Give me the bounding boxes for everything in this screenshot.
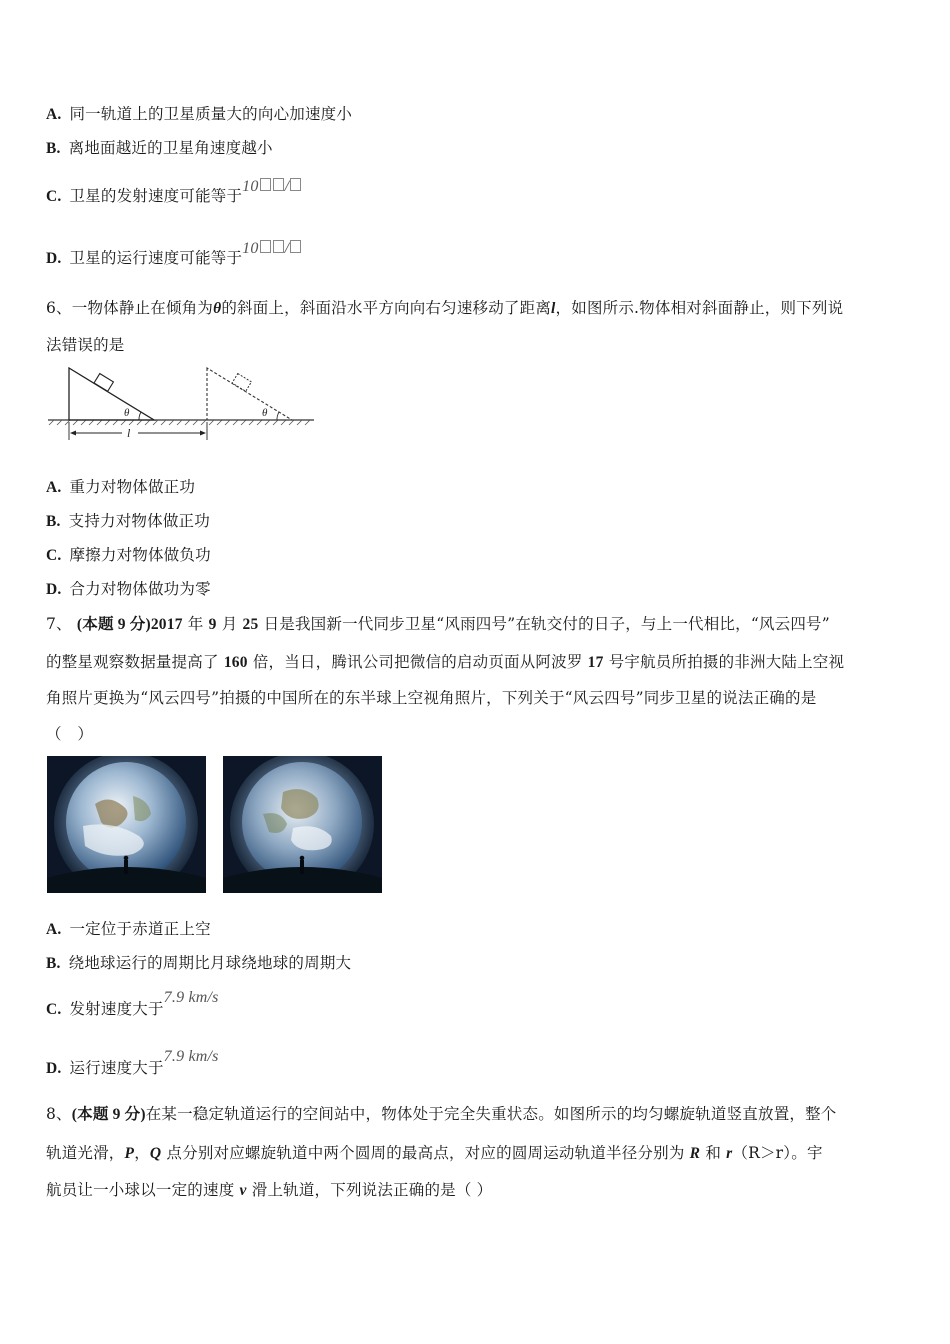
- q8-stem-line-3: 航员让一小球以一定的速度 v 滑上轨道，下列说法正确的是（ ）: [46, 1181, 493, 1199]
- angle-label: θ: [124, 407, 130, 419]
- q5-option-c[interactable]: C. 卫星的发射速度可能等于10 /: [46, 184, 302, 206]
- q8-stem-line-2: 轨道光滑，P，Q 点分别对应螺旋轨道中两个圆周的最高点，对应的圆周运动轨道半径分别为 R 和 r（R＞r）。宇: [46, 1144, 823, 1162]
- velocity-formula: 7.9 km/s: [163, 1048, 219, 1065]
- earth-photo-right: [223, 756, 382, 893]
- q7-stem-line-1: 7、 (本题 9 分)2017 年 9 月 25 日是我国新一代同步卫星“风雨四号”在轨交付的日子，与上一代相比，“风云四号”: [46, 615, 830, 633]
- velocity-formula: 10 /: [242, 178, 302, 195]
- velocity-formula: 7.9 km/s: [163, 989, 219, 1006]
- q7-option-c[interactable]: C. 发射速度大于7.9 km/s: [46, 989, 219, 1018]
- q8-stem-line-1: 8、(本题 9 分)在某一稳定轨道运行的空间站中，物体处于完全失重状态。如图所示的均匀螺旋轨道竖直放置，整个: [46, 1105, 837, 1123]
- q6-option-a[interactable]: A. 重力对物体做正功: [46, 478, 196, 496]
- distance-label: l: [127, 426, 131, 440]
- q6-option-b[interactable]: B. 支持力对物体做正功: [46, 512, 210, 530]
- q6-stem-line-2: 法错误的是: [46, 336, 125, 354]
- q6-stem-line-1: 6、一物体静止在倾角为θ的斜面上，斜面沿水平方向向右匀速移动了距离l，如图所示.物体相对斜面静止，则下列说: [46, 299, 844, 317]
- q6-option-d[interactable]: D. 合力对物体做功为零: [46, 580, 211, 598]
- q5-option-b[interactable]: B. 离地面越近的卫星角速度越小: [46, 139, 273, 157]
- incline-figure: [46, 362, 318, 448]
- earth-photo-left: [47, 756, 206, 893]
- q7-stem-line-3: 角照片更换为“风云四号”拍摄的中国所在的东半球上空视角照片，下列关于“风云四号”同步卫星的说法正确的是: [46, 689, 817, 707]
- q7-stem-line-2: 的整星观察数据量提高了 160 倍，当日，腾讯公司把微信的启动页面从阿波罗 17 号宇航员所拍摄的非洲大陆上空视: [46, 653, 845, 671]
- q5-option-d[interactable]: D. 卫星的运行速度可能等于10 /: [46, 246, 302, 268]
- q7-stem-line-4: （ ）: [46, 725, 94, 743]
- velocity-formula: 10 /: [242, 240, 302, 257]
- q7-option-d[interactable]: D. 运行速度大于7.9 km/s: [46, 1048, 219, 1077]
- q5-option-a[interactable]: A. 同一轨道上的卫星质量大的向心加速度小: [46, 105, 353, 123]
- q7-option-b[interactable]: B. 绕地球运行的周期比月球绕地球的周期大: [46, 954, 352, 972]
- angle-label: θ: [262, 407, 268, 419]
- q6-option-c[interactable]: C. 摩擦力对物体做负功: [46, 546, 211, 564]
- q7-option-a[interactable]: A. 一定位于赤道正上空: [46, 920, 211, 938]
